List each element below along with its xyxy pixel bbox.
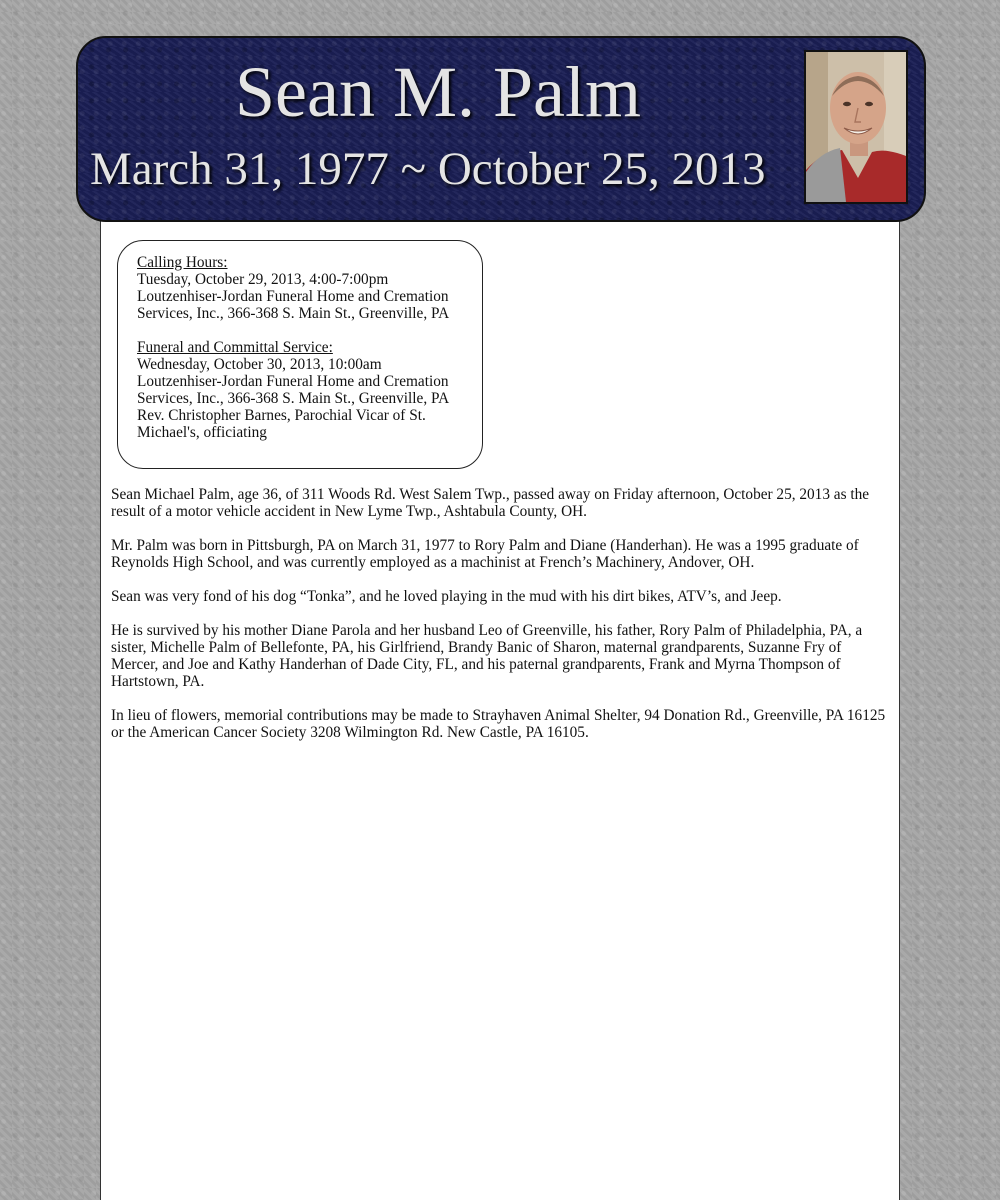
obituary-paragraph-interests: Sean was very fond of his dog “Tonka”, and he loved playing in the mud with his dirt bikes, ATV’s, and Jeep. (111, 588, 782, 605)
calling-hours-heading: Calling Hours: (137, 254, 228, 271)
obituary-text (111, 486, 891, 758)
obituary-paragraph-survivors: He is survived by his mother Diane Parola and her husband Leo of Greenville, his father, Rory Palm of Philadelphia, PA, a sister, Michelle Palm of Bellefonte, PA, his Girlfriend, Brandy Banic of Sharon, maternal grandparents, Suzanne Fry of Mercer, and Joe and Kathy Handerhan of Dade City, FL, and his paternal grandparents, Frank and Myrna Thompson of Hartstown, PA. (111, 622, 863, 690)
life-dates: March 31, 1977 ~ October 25, 2013 (90, 143, 766, 195)
portrait-photo (804, 50, 908, 204)
services-box (117, 240, 483, 469)
calling-hours (137, 254, 474, 322)
calling-hours-address: Services, Inc., 366-368 S. Main St., Greenville, PA (137, 305, 450, 322)
obituary-paragraph-death: Sean Michael Palm, age 36, of 311 Woods Rd. West Salem Twp., passed away on Friday afternoon, October 25, 2013 as the result of a motor vehicle accident in New Lyme Twp., Ashtabula County, OH. (111, 486, 870, 520)
funeral-service (137, 339, 474, 441)
funeral-service-officiant-cont: Michael's, officiating (137, 424, 267, 441)
portrait-image (806, 52, 906, 202)
obituary-paragraph-birth: Mr. Palm was born in Pittsburgh, PA on March 31, 1977 to Rory Palm and Diane (Handerhan). He was a 1995 graduate of Reynolds High School, and was currently employed as a machinist at French’s Machinery, Andover, OH. (111, 537, 859, 571)
deceased-name: Sean M. Palm (235, 52, 641, 132)
funeral-service-address: Services, Inc., 366-368 S. Main St., Greenville, PA (137, 390, 450, 407)
funeral-service-heading: Funeral and Committal Service: (137, 339, 333, 356)
funeral-service-venue: Loutzenhiser-Jordan Funeral Home and Cremation (137, 373, 449, 390)
obituary-paragraph-memorials: In lieu of flowers, memorial contributions may be made to Strayhaven Animal Shelter, 94 Donation Rd., Greenville, PA 16125 or the American Cancer Society 3208 Wilmington Rd. New Castle, PA 16105. (111, 707, 886, 741)
calling-hours-date: Tuesday, October 29, 2013, 4:00-7:00pm (137, 271, 389, 288)
funeral-service-date: Wednesday, October 30, 2013, 10:00am (137, 356, 382, 373)
header-banner (76, 36, 926, 222)
calling-hours-venue: Loutzenhiser-Jordan Funeral Home and Cremation (137, 288, 449, 305)
funeral-service-officiant: Rev. Christopher Barnes, Parochial Vicar of St. (137, 407, 426, 424)
